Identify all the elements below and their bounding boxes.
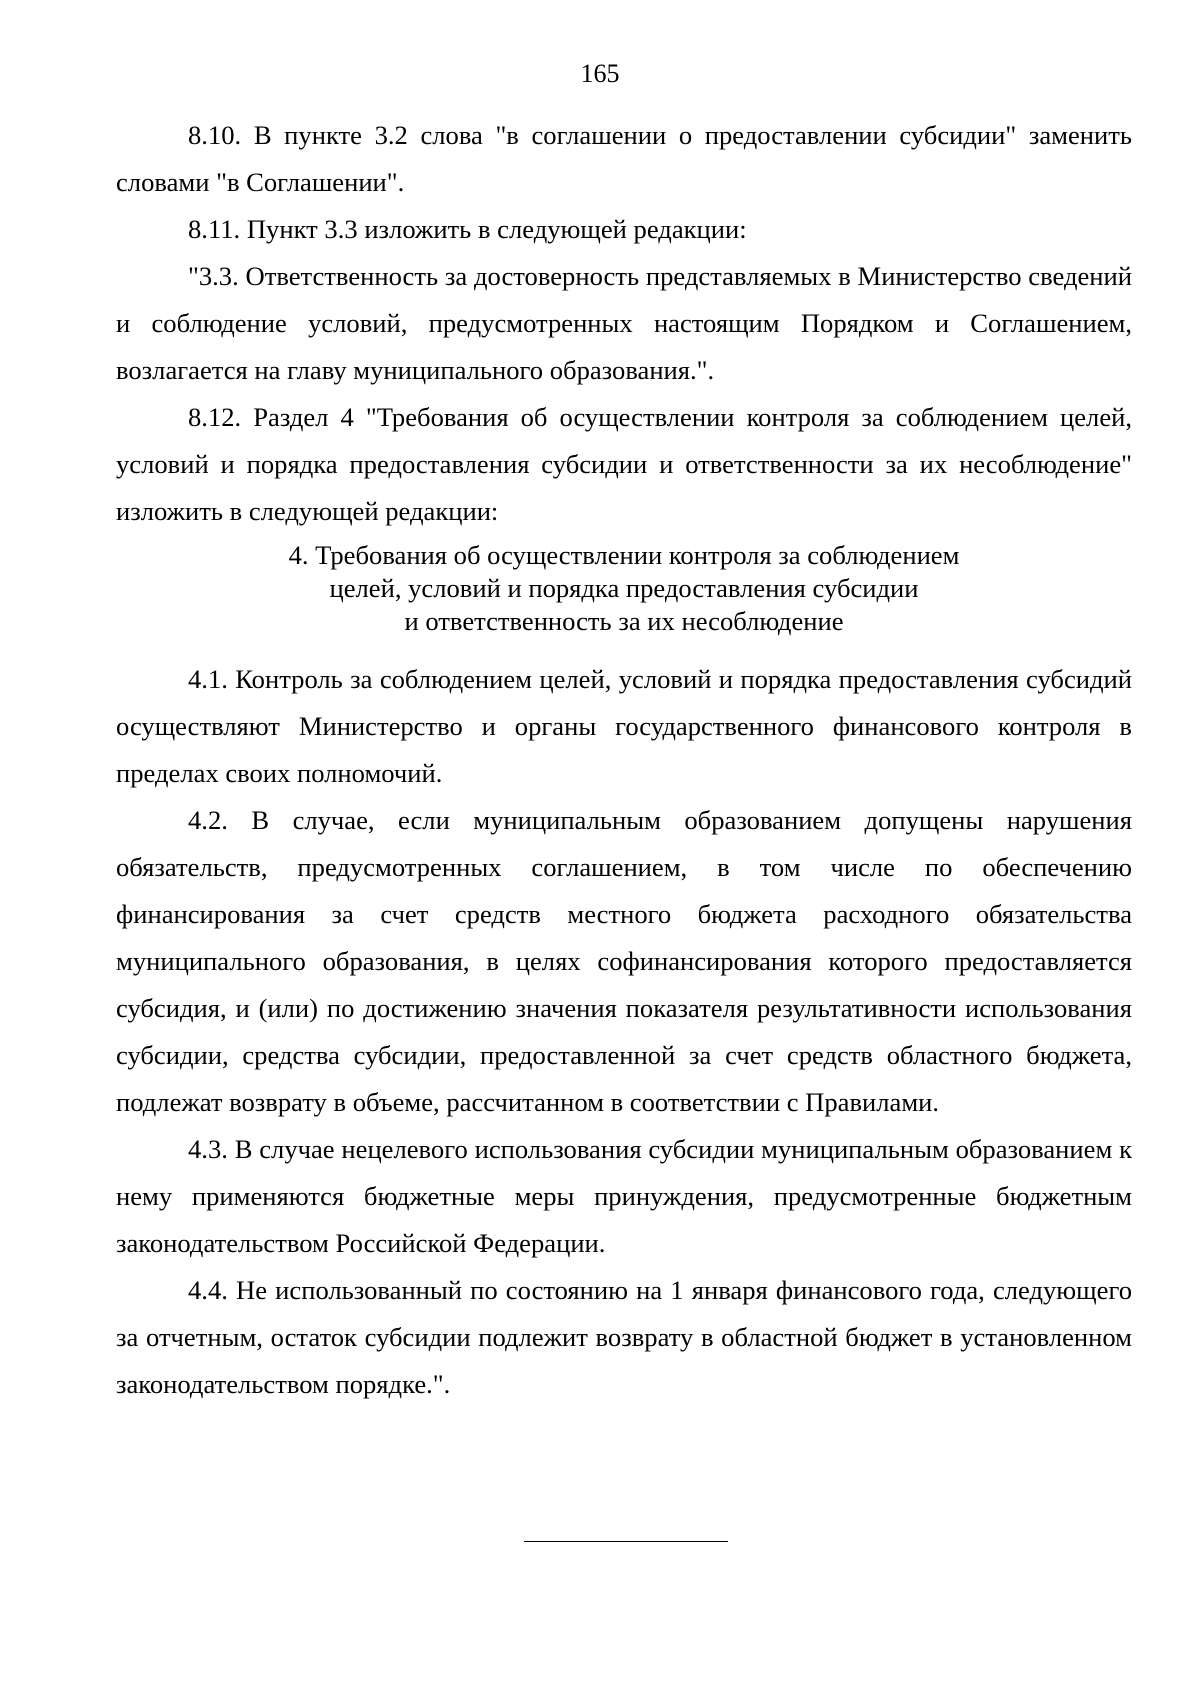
paragraph-4-3: 4.3. В случае нецелевого использования субсидии муниципальным образованием к нему применяются бюджетные меры принуждения, предусмотренные бюджетным законодательством Российской Федерации. (116, 1134, 1132, 1258)
paragraph-4-1: 4.1. Контроль за соблюдением целей, условий и порядка предоставления субсидий осуществляют Министерство и органы государственного финансового контроля в пределах своих полномочий. (116, 664, 1132, 788)
section-4-heading (116, 539, 1132, 638)
section-heading-line-1: 4. Требования об осуществлении контроля за соблюдением (288, 540, 960, 570)
end-of-text-rule (524, 1541, 728, 1542)
paragraph-4-4: 4.4. Не использованный по состоянию на 1 января финансового года, следующего за отчетным, остаток субсидии подлежит возврату в областной бюджет в установленном законодательством порядке.". (116, 1275, 1132, 1399)
section-heading-line-3: и ответственность за их несоблюдение (404, 606, 844, 636)
page-number: 165 (580, 59, 620, 88)
paragraph-8-10: 8.10. В пункте 3.2 слова "в соглашении о предоставлении субсидии" заменить словами "в Соглашении". (116, 120, 1132, 197)
section-heading-line-2: целей, условий и порядка предоставления субсидии (329, 573, 919, 603)
paragraph-4-2: 4.2. В случае, если муниципальным образованием допущены нарушения обязательств, предусмотренных соглашением, в том числе по обеспечению финансирования за счет средств местного бюджета расходного обязательства муниципального образования, в целях софинансирования которого предоставляется субсидия, и (или) по достижению значения показателя результативности использования субсидии, средства субсидии, предоставленной за счет средств областного бюджета, подлежат возврату в объеме, рассчитанном в соответствии с Правилами. (116, 805, 1132, 1117)
document-body (116, 112, 1132, 1408)
paragraph-3-3-quote: "3.3. Ответственность за достоверность представляемых в Министерство сведений и соблюдение условий, предусмотренных настоящим Порядком и Соглашением, возлагается на главу муниципального образования.". (116, 261, 1132, 385)
paragraph-8-11: 8.11. Пункт 3.3 изложить в следующей редакции: (188, 214, 747, 244)
paragraph-8-12: 8.12. Раздел 4 "Требования об осуществлении контроля за соблюдением целей, условий и порядка предоставления субсидии и ответственности за их несоблюдение" изложить в следующей редакции: (116, 402, 1132, 526)
